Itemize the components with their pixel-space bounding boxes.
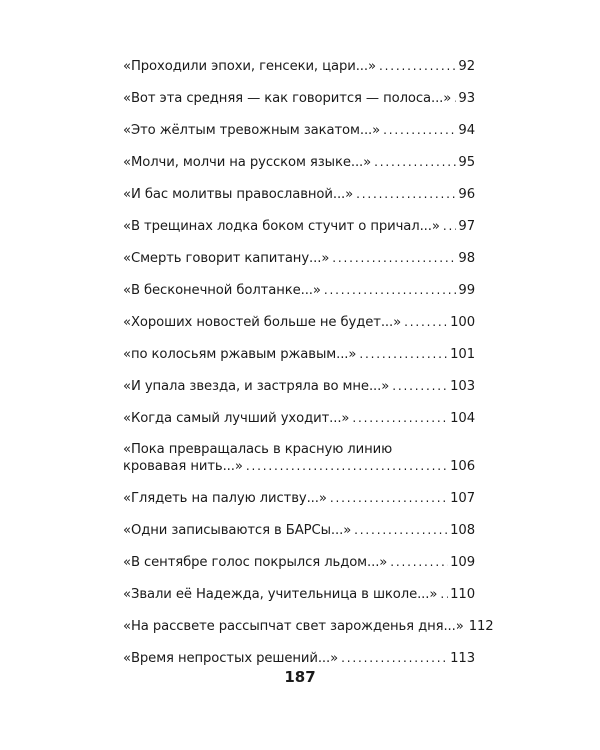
toc-entry-page: 93 — [458, 91, 475, 106]
dot-leader — [379, 58, 456, 74]
dot-leader — [392, 378, 448, 394]
toc-entry — [123, 250, 475, 267]
toc-entry-title: «Время непростых решений...» — [123, 651, 339, 666]
toc-entry-page: 112 — [468, 619, 494, 634]
toc-entry — [123, 650, 475, 667]
dot-leader — [354, 522, 448, 538]
dot-leader — [324, 282, 457, 298]
toc-entry — [123, 554, 475, 571]
toc-entry — [123, 378, 475, 395]
toc-entry — [123, 186, 475, 203]
dot-leader — [352, 410, 448, 426]
toc-entry-title: «В трещинах лодка боком стучит о причал...» — [123, 219, 440, 234]
toc-entry-title: «Одни записываются в БАРСы...» — [123, 523, 352, 538]
toc-entry-title: «Молчи, молчи на русском языке...» — [123, 155, 372, 170]
toc-entry-page: 97 — [458, 219, 475, 234]
toc-entry — [123, 442, 475, 475]
toc-entry — [123, 346, 475, 363]
dot-leader — [341, 650, 448, 666]
toc-entry-page: 95 — [458, 155, 475, 170]
toc-entry-title: «Смерть говорит капитану...» — [123, 251, 330, 266]
toc-entry-title: «Хороших новостей больше не будет...» — [123, 315, 402, 330]
toc-entry — [123, 58, 475, 75]
toc-entry-page: 104 — [450, 411, 475, 426]
dot-leader — [332, 250, 456, 266]
toc-entry-title: «по колосьям ржавым ржавым...» — [123, 347, 357, 362]
dot-leader — [443, 218, 457, 234]
toc-entry-title: «И упала звезда, и застряла во мне...» — [123, 379, 390, 394]
toc-entry-title: «Вот эта средняя — как говорится — полоса...» — [123, 91, 452, 106]
toc-entry-title: «Когда самый лучший уходит...» — [123, 411, 350, 426]
toc-entry — [123, 314, 475, 331]
toc-entry-page: 106 — [450, 459, 475, 474]
toc-entry-page: 107 — [450, 491, 475, 506]
toc-entry — [123, 154, 475, 171]
dot-leader — [356, 186, 456, 202]
toc-entry — [123, 522, 475, 539]
toc-entry-page: 108 — [450, 523, 475, 538]
dot-leader — [374, 154, 456, 170]
toc-entry-title: «Глядеть на палую листву...» — [123, 491, 327, 506]
toc-entry — [123, 586, 475, 603]
toc-entry-title-line1: «Пока превращалась в красную линию — [123, 442, 393, 457]
dot-leader — [330, 490, 448, 506]
toc-entry — [123, 618, 494, 635]
toc-entry-page: 101 — [450, 347, 475, 362]
toc-entry-title: «И бас молитвы православной...» — [123, 187, 354, 202]
dot-leader — [390, 554, 448, 570]
toc-entry-title: «В бесконечной болтанке...» — [123, 283, 321, 298]
toc-entry-title: «На рассвете рассыпчат свет зарожденья дня...» — [123, 619, 464, 634]
page-number: 187 — [284, 668, 316, 686]
toc-entry — [123, 282, 475, 299]
dot-leader — [359, 346, 448, 362]
toc-entry-page: 94 — [458, 123, 475, 138]
table-of-contents — [123, 58, 494, 682]
toc-entry — [123, 90, 475, 107]
toc-entry-page: 103 — [450, 379, 475, 394]
toc-entry-page: 109 — [450, 555, 475, 570]
toc-entry — [123, 410, 475, 427]
dot-leader — [246, 458, 448, 474]
toc-entry — [123, 218, 475, 235]
toc-entry-title: «В сентябре голос покрылся льдом...» — [123, 555, 388, 570]
toc-entry-page: 113 — [450, 651, 475, 666]
dot-leader — [404, 314, 448, 330]
toc-entry-title: кровавая нить...» — [123, 459, 243, 474]
toc-entry-title: «Это жёлтым тревожным закатом...» — [123, 123, 381, 138]
toc-entry-page: 92 — [458, 59, 475, 74]
toc-entry-page: 100 — [450, 315, 475, 330]
dot-leader — [440, 586, 448, 602]
dot-leader — [383, 122, 456, 138]
toc-entry-page: 98 — [458, 251, 475, 266]
toc-entry-page: 96 — [458, 187, 475, 202]
toc-entry-page: 99 — [458, 283, 475, 298]
toc-entry-page: 110 — [450, 587, 475, 602]
toc-entry-title: «Проходили эпохи, генсеки, цари...» — [123, 59, 376, 74]
dot-leader — [454, 90, 456, 106]
toc-entry-title: «Звали её Надежда, учительница в школе...» — [123, 587, 438, 602]
toc-entry — [123, 122, 475, 139]
toc-entry — [123, 490, 475, 507]
